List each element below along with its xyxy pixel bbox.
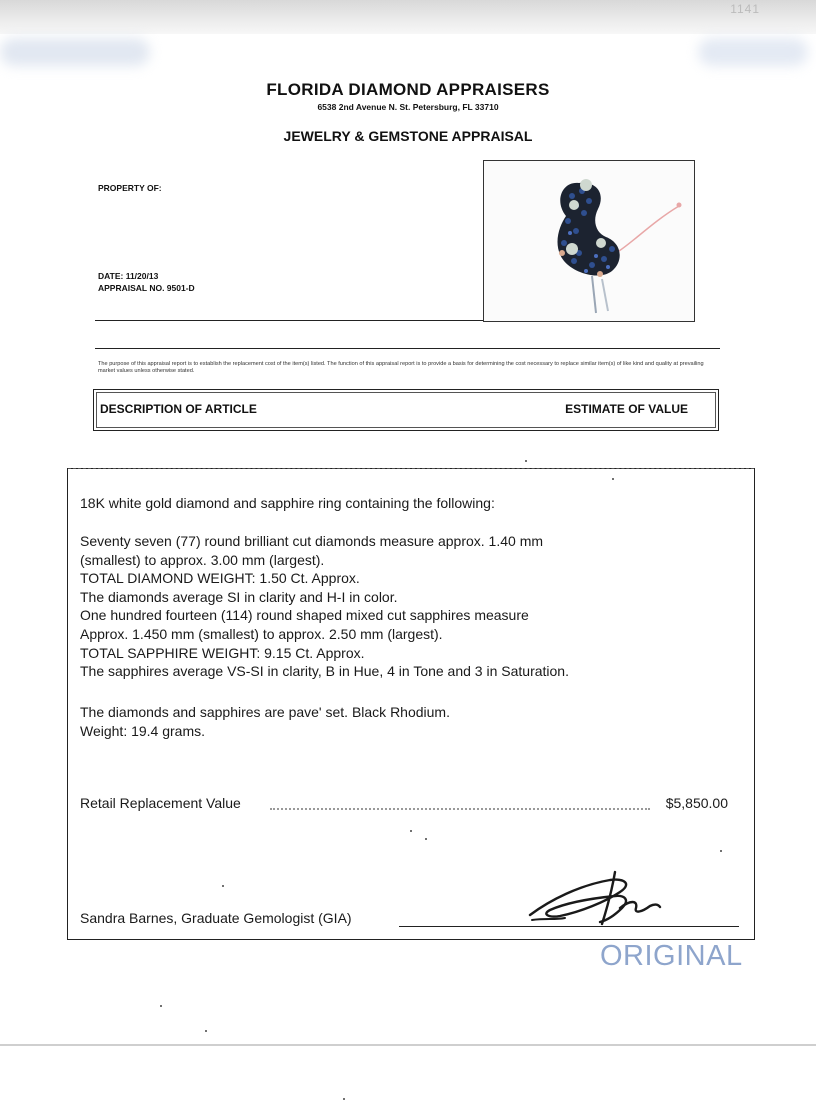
item-specifications <box>80 532 569 681</box>
gemologist-label: Sandra Barnes, Graduate Gemologist (GIA) <box>80 910 352 926</box>
spec-line: The sapphires average VS-SI in clarity, B in Hue, 4 in Tone and 3 in Saturation. <box>80 663 569 680</box>
setting-line: The diamonds and sapphires are pave' set. Black Rhodium. <box>80 704 450 720</box>
item-photo <box>483 160 695 322</box>
scan-speck <box>525 460 527 462</box>
scan-streak <box>698 38 808 66</box>
purpose-statement: The purpose of this appraisal report is to establish the replacement cost of the item(s) listed. The function of this appraisal report is to provide a basis for determining the cost necessary to replace similar item(s) of like kind and quality at prevailing market values unless otherwise stated. <box>98 361 704 374</box>
handwritten-signature-icon <box>520 860 680 940</box>
spec-line: (smallest) to approx. 3.00 mm (largest). <box>80 551 325 568</box>
scan-speck <box>160 1005 162 1007</box>
divider-line <box>68 468 754 469</box>
item-intro: 18K white gold diamond and sapphire ring containing the following: <box>80 495 495 511</box>
appraisal-number: APPRAISAL NO. 9501-D <box>98 283 195 293</box>
spec-line: TOTAL DIAMOND WEIGHT: 1.50 Ct. Approx. <box>80 570 360 587</box>
original-stamp: ORIGINAL <box>600 940 743 972</box>
scan-speck <box>425 838 427 840</box>
setting-line: Weight: 19.4 grams. <box>80 722 206 739</box>
divider-line <box>95 348 720 349</box>
description-header <box>93 389 719 431</box>
spec-line: Approx. 1.450 mm (smallest) to approx. 2.50 mm (largest). <box>80 625 443 642</box>
description-of-article-label: DESCRIPTION OF ARTICLE <box>100 402 257 416</box>
scan-speck <box>612 478 614 480</box>
spec-line: Seventy seven (77) round brilliant cut diamonds measure approx. 1.40 mm <box>80 533 544 549</box>
spec-line: One hundred fourteen (114) round shaped mixed cut sapphires measure <box>80 607 529 624</box>
company-name: FLORIDA DIAMOND APPRAISERS <box>266 80 550 99</box>
setting-details <box>80 703 450 740</box>
leader-dots <box>270 798 650 810</box>
scan-bottom-edge <box>0 1044 816 1046</box>
company-address: 6538 2nd Avenue N. St. Petersburg, FL 33710 <box>317 102 499 112</box>
retail-value-amount: $5,850.00 <box>665 795 728 811</box>
estimate-of-value-label: ESTIMATE OF VALUE <box>565 402 688 416</box>
scan-top-edge <box>0 0 816 34</box>
scan-speck <box>205 1030 207 1032</box>
scan-speck <box>222 885 224 887</box>
ring-photo-icon <box>484 161 694 321</box>
corner-mark: 1141 <box>730 2 760 16</box>
scan-speck <box>410 830 412 832</box>
scan-streak <box>0 38 150 66</box>
retail-value-label: Retail Replacement Value <box>80 795 241 811</box>
document-title: JEWELRY & GEMSTONE APPRAISAL <box>283 128 533 144</box>
property-of-label: PROPERTY OF: <box>98 183 162 193</box>
spec-line: The diamonds average SI in clarity and H-I in color. <box>80 588 398 605</box>
appraisal-date: DATE: 11/20/13 <box>98 271 159 281</box>
spec-line: TOTAL SAPPHIRE WEIGHT: 9.15 Ct. Approx. <box>80 644 365 661</box>
scan-speck <box>720 850 722 852</box>
scan-speck <box>343 1098 345 1100</box>
divider-line <box>95 320 483 321</box>
